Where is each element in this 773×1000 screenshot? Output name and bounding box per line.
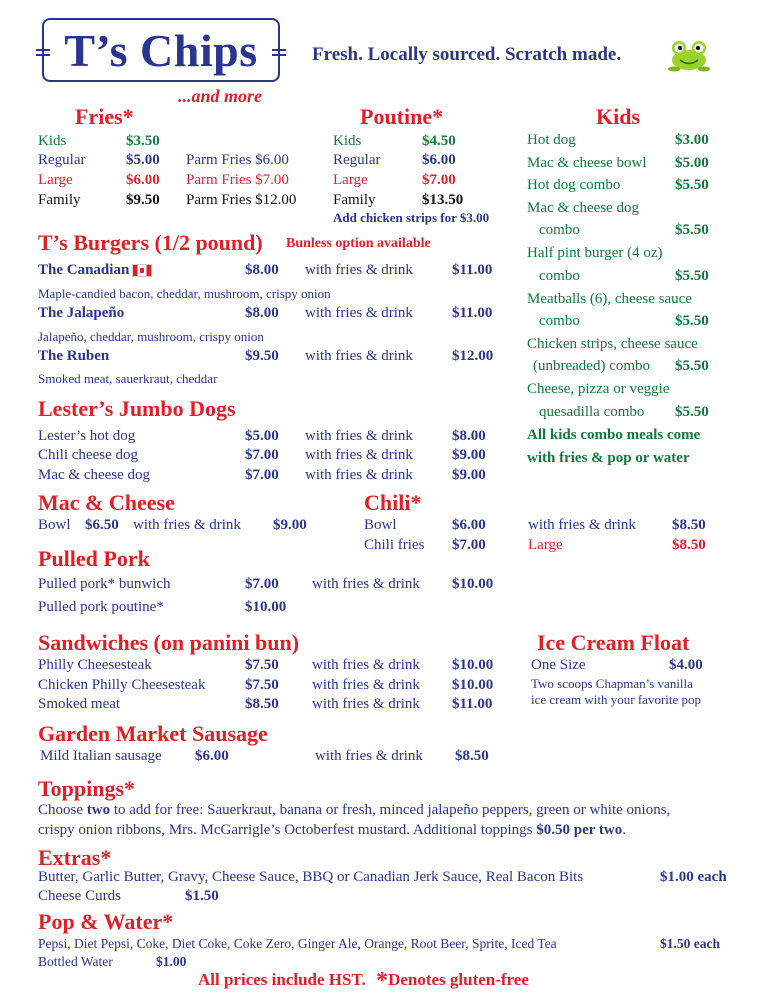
float-price: $4.00 <box>669 657 703 673</box>
burgers-bunless-note: Bunless option available <box>286 236 431 251</box>
fries-family-price: $9.50 <box>126 192 160 208</box>
dog-combo-price: $9.00 <box>452 447 486 463</box>
parm-fries-family: Parm Fries $12.00 <box>186 192 297 208</box>
fries-large-label: Large <box>38 172 73 188</box>
footer <box>198 968 529 995</box>
toppings-line2: crispy onion ribbons, Mrs. McGarrigle’s Octoberfest mustard. Additional toppings $0.50 per two. <box>38 822 626 838</box>
extras-line2-price: $1.50 <box>185 888 219 904</box>
footer-hst: All prices include HST. <box>198 970 366 989</box>
chili-bowl-label: Bowl <box>364 517 397 533</box>
parm-fries-large: Parm Fries $7.00 <box>186 172 289 188</box>
poutine-kids-label: Kids <box>333 133 362 149</box>
pork-item-name: Pulled pork poutine* <box>38 599 164 615</box>
kids-item-price: $5.50 <box>675 177 709 193</box>
dog-combo: with fries & drink <box>305 467 413 483</box>
sandwich-price: $7.50 <box>245 677 279 693</box>
kids-item-name: Hot dog <box>527 132 576 148</box>
burger-combo: with fries & drink <box>305 262 413 278</box>
burger-name-ruben: The Ruben <box>38 348 110 364</box>
footer-star: * <box>376 968 389 994</box>
burger-combo-price: $11.00 <box>452 305 493 321</box>
fries-kids-label: Kids <box>38 133 67 149</box>
chili-combo: with fries & drink <box>528 517 636 533</box>
fries-kids-price: $3.50 <box>126 133 160 149</box>
mac-bowl-price: $6.50 <box>85 517 119 533</box>
chili-large-label: Large <box>528 537 563 553</box>
logo-subtitle: ...and more <box>178 86 263 106</box>
pop-line1: Pepsi, Diet Pepsi, Coke, Diet Coke, Coke Zero, Ginger Ale, Orange, Root Beer, Sprite, Iced Tea <box>38 936 557 951</box>
logo-text: T’s Chips <box>64 25 258 76</box>
kids-item-name: Cheese, pizza or veggie <box>527 381 670 397</box>
kids-item-name: Chicken strips, cheese sauce <box>527 336 698 352</box>
sandwiches-title: Sandwiches (on panini bun) <box>38 630 300 655</box>
kids-item-name: Meatballs (6), cheese sauce <box>527 291 692 307</box>
footer-gf: Denotes gluten-free <box>388 970 529 989</box>
burger-price: $9.50 <box>245 348 279 364</box>
sandwich-name: Philly Cheesesteak <box>38 657 152 673</box>
kids-item-name-cont: combo <box>539 268 580 284</box>
sandwich-name: Smoked meat <box>38 696 121 712</box>
dog-name: Chili cheese dog <box>38 447 138 463</box>
extras-line1-price: $1.00 each <box>660 869 727 885</box>
kids-title: Kids <box>596 104 641 129</box>
fries-regular-label: Regular <box>38 152 86 168</box>
chili-fries-price: $7.00 <box>452 537 486 553</box>
kids-item-price: $5.50 <box>675 268 709 284</box>
fries-regular-price: $5.00 <box>126 152 160 168</box>
poutine-note: Add chicken strips for $3.00 <box>333 210 490 225</box>
burger-price: $8.00 <box>245 305 279 321</box>
pork-title: Pulled Pork <box>38 546 150 571</box>
sausage-combo: with fries & drink <box>315 748 423 764</box>
dog-combo: with fries & drink <box>305 428 413 444</box>
toppings-title: Toppings* <box>38 776 136 801</box>
extras-title: Extras* <box>38 845 112 870</box>
burger-name-jalapeno: The Jalapeño <box>38 305 125 321</box>
dog-price: $7.00 <box>245 467 279 483</box>
pop-line2: Bottled Water <box>38 954 113 969</box>
burger-desc: Jalapeño, cheddar, mushroom, crispy onion <box>38 329 264 344</box>
tagline: Fresh. Locally sourced. Scratch made. <box>312 44 622 65</box>
kids-item-name: Half pint burger (4 oz) <box>527 245 663 261</box>
sandwich-price: $8.50 <box>245 696 279 712</box>
kids-item-name-cont: (unbreaded) combo <box>533 358 651 374</box>
kids-note-line2: with fries & pop or water <box>527 450 690 466</box>
burger-combo-price: $12.00 <box>452 348 494 364</box>
pork-item-price: $10.00 <box>245 599 287 615</box>
kids-item-name: Mac & cheese dog <box>527 200 640 216</box>
sausage-combo-price: $8.50 <box>455 748 489 764</box>
kids-item-price: $5.00 <box>675 155 709 171</box>
sandwich-combo-price: $10.00 <box>452 657 494 673</box>
kids-item-name-cont: quesadilla combo <box>539 404 645 420</box>
chili-fries-label: Chili fries <box>364 537 425 553</box>
burgers-title: T’s Burgers (1/2 pound) <box>38 230 263 255</box>
dog-price: $5.00 <box>245 428 279 444</box>
kids-item-name: Hot dog combo <box>527 177 621 193</box>
burger-combo: with fries & drink <box>305 348 413 364</box>
pop-title: Pop & Water* <box>38 909 174 934</box>
burger-desc: Maple-candied bacon, cheddar, mushroom, crispy onion <box>38 286 331 301</box>
burger-price: $8.00 <box>245 262 279 278</box>
dog-price: $7.00 <box>245 447 279 463</box>
kids-item-price: $5.50 <box>675 358 709 374</box>
extras-line1: Butter, Garlic Butter, Gravy, Cheese Sauce, BBQ or Canadian Jerk Sauce, Real Bacon Bits <box>38 869 584 885</box>
dog-combo: with fries & drink <box>305 447 413 463</box>
poutine-title: Poutine* <box>360 104 444 129</box>
kids-item-name-cont: combo <box>539 222 580 238</box>
dogs-title: Lester’s Jumbo Dogs <box>38 396 236 421</box>
parm-fries-regular: Parm Fries $6.00 <box>186 152 289 168</box>
kids-note-line1: All kids combo meals come <box>527 427 701 443</box>
float-desc-line2: ice cream with your favorite pop <box>531 692 702 707</box>
kids-item-price: $5.50 <box>675 404 709 420</box>
poutine-large-label: Large <box>333 172 368 188</box>
pork-item-price: $7.00 <box>245 576 279 592</box>
sandwich-combo: with fries & drink <box>312 696 420 712</box>
burger-combo-price: $11.00 <box>452 262 493 278</box>
kids-item-price: $5.50 <box>675 313 709 329</box>
sandwich-combo-price: $11.00 <box>452 696 493 712</box>
poutine-family-price: $13.50 <box>422 192 464 208</box>
pork-combo-price: $10.00 <box>452 576 494 592</box>
logo <box>42 18 280 82</box>
sausage-name: Mild Italian sausage <box>40 748 162 764</box>
pork-item-name: Pulled pork* bunwich <box>38 576 171 592</box>
dog-name: Lester’s hot dog <box>38 428 136 444</box>
poutine-family-label: Family <box>333 192 376 208</box>
kids-item-price: $5.50 <box>675 222 709 238</box>
kids-item-name: Mac & cheese bowl <box>527 155 647 171</box>
sandwich-combo: with fries & drink <box>312 677 420 693</box>
mac-combo: with fries & drink <box>133 517 241 533</box>
chili-title: Chili* <box>364 490 422 515</box>
poutine-large-price: $7.00 <box>422 172 456 188</box>
chili-combo-price: $8.50 <box>672 517 706 533</box>
fries-family-label: Family <box>38 192 81 208</box>
burger-combo: with fries & drink <box>305 305 413 321</box>
kids-item-name-cont: combo <box>539 313 580 329</box>
sandwich-price: $7.50 <box>245 657 279 673</box>
float-size-label: One Size <box>531 657 586 673</box>
mac-title: Mac & Cheese <box>38 490 175 515</box>
float-desc-line1: Two scoops Chapman’s vanilla <box>531 676 693 691</box>
dog-name: Mac & cheese dog <box>38 467 151 483</box>
sandwich-combo-price: $10.00 <box>452 677 494 693</box>
fries-large-price: $6.00 <box>126 172 160 188</box>
mac-bowl-label: Bowl <box>38 517 71 533</box>
pop-line2-price: $1.00 <box>156 954 187 969</box>
frog-icon <box>666 38 712 72</box>
sandwich-name: Chicken Philly Cheesesteak <box>38 677 206 693</box>
chili-large-price: $8.50 <box>672 537 706 553</box>
canada-flag-icon <box>132 264 152 277</box>
burger-name-canadian: The Canadian <box>38 262 152 279</box>
float-title: Ice Cream Float <box>537 630 690 655</box>
pop-line1-price: $1.50 each <box>660 936 720 951</box>
kids-item-price: $3.00 <box>675 132 709 148</box>
mac-combo-price: $9.00 <box>273 517 307 533</box>
extras-line2: Cheese Curds <box>38 888 121 904</box>
dog-combo-price: $9.00 <box>452 467 486 483</box>
sausage-price: $6.00 <box>195 748 229 764</box>
burger-desc: Smoked meat, sauerkraut, cheddar <box>38 371 218 386</box>
toppings-line1: Choose two to add for free: Sauerkraut, banana or fresh, minced jalapeño peppers, green or white onions, <box>38 802 671 818</box>
poutine-kids-price: $4.50 <box>422 133 456 149</box>
poutine-regular-label: Regular <box>333 152 381 168</box>
sausage-title: Garden Market Sausage <box>38 721 268 746</box>
sandwich-combo: with fries & drink <box>312 657 420 673</box>
fries-title: Fries* <box>75 104 134 129</box>
chili-bowl-price: $6.00 <box>452 517 486 533</box>
poutine-regular-price: $6.00 <box>422 152 456 168</box>
pork-combo: with fries & drink <box>312 576 420 592</box>
dog-combo-price: $8.00 <box>452 428 486 444</box>
